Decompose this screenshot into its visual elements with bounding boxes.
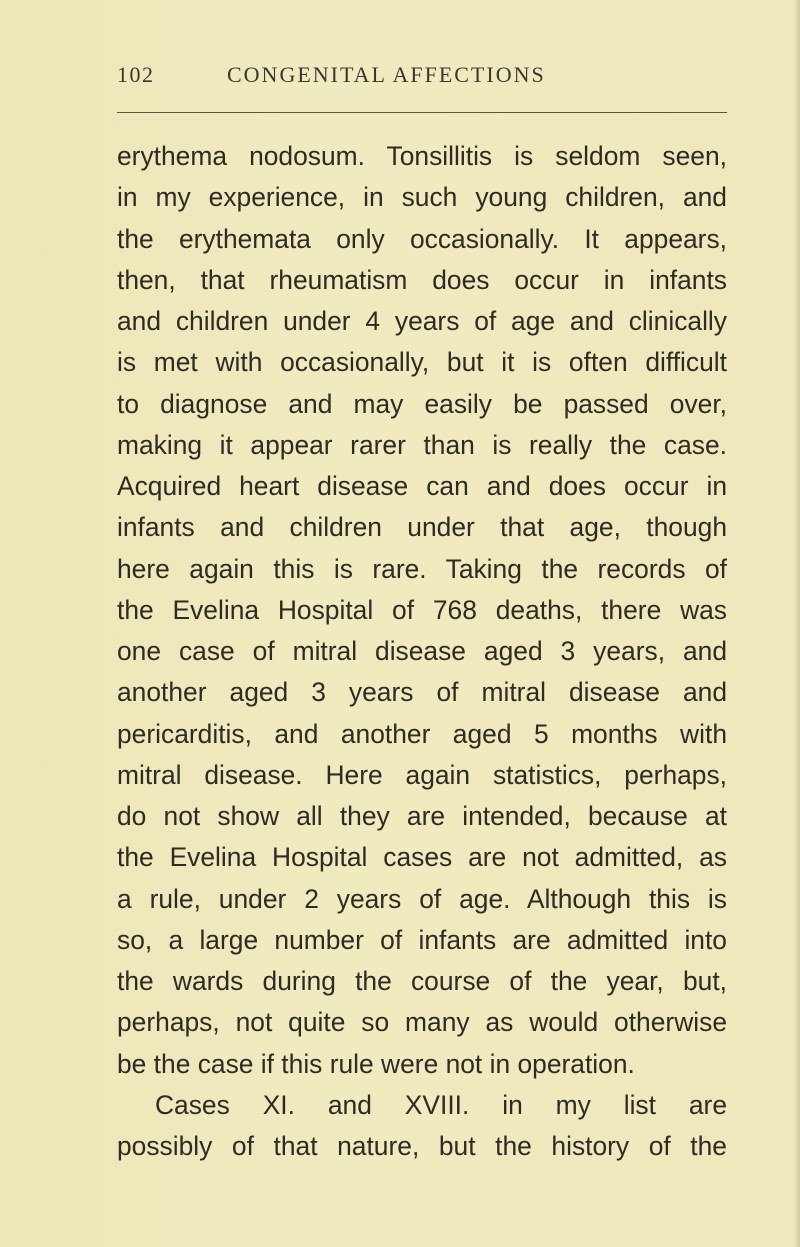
text-line: to diagnose and may easily be passed over, [117, 388, 727, 419]
text-line: in my experience, in such young children, and [117, 182, 727, 213]
body-paragraph [117, 136, 727, 1167]
text-line: here again this is rare. Taking the records of [117, 553, 727, 584]
text-line: Acquired heart disease can and does occur in [117, 471, 727, 501]
text-line: making it appear rarer than is really the case. [117, 429, 727, 460]
text-line: the wards during the course of the year, but, [117, 966, 727, 996]
text-line: the erythemata only occasionally. It appears, [117, 223, 727, 254]
text-line: the Evelina Hospital of 768 deaths, there was [117, 594, 727, 625]
text-line-indented: Cases XI. and XVIII. in my list are [155, 1089, 727, 1120]
text-line: the Evelina Hospital cases are not admitted, as [117, 842, 727, 873]
header-rule [117, 112, 727, 113]
text-line: possibly of that nature, but the history of the [117, 1131, 727, 1161]
text-line: infants and children under that age, though [117, 512, 727, 543]
text-line: and children under 4 years of age and clinically [117, 306, 727, 336]
text-line: a rule, under 2 years of age. Although this is [117, 883, 727, 914]
page-header [117, 62, 727, 96]
text-line: pericarditis, and another aged 5 months with [117, 718, 727, 749]
text-line: be the case if this rule were not in operation. [117, 1048, 635, 1079]
text-line: so, a large number of infants are admitted into [117, 924, 727, 955]
text-line: one case of mitral disease aged 3 years, and [117, 636, 727, 666]
text-line: then, that rheumatism does occur in infants [117, 264, 727, 295]
text-line: another aged 3 years of mitral disease and [117, 677, 727, 708]
text-line: erythema nodosum. Tonsillitis is seldom seen, [117, 141, 727, 171]
text-line: mitral disease. Here again statistics, perhaps, [117, 759, 727, 790]
running-head: CONGENITAL AFFECTIONS [227, 62, 546, 87]
text-line: perhaps, not quite so many as would otherwise [117, 1007, 727, 1038]
page-edge-shadow [794, 0, 800, 1247]
page-number: 102 [117, 62, 155, 87]
text-line: do not show all they are intended, because at [117, 801, 727, 831]
text-line: is met with occasionally, but it is often difficult [117, 347, 727, 378]
